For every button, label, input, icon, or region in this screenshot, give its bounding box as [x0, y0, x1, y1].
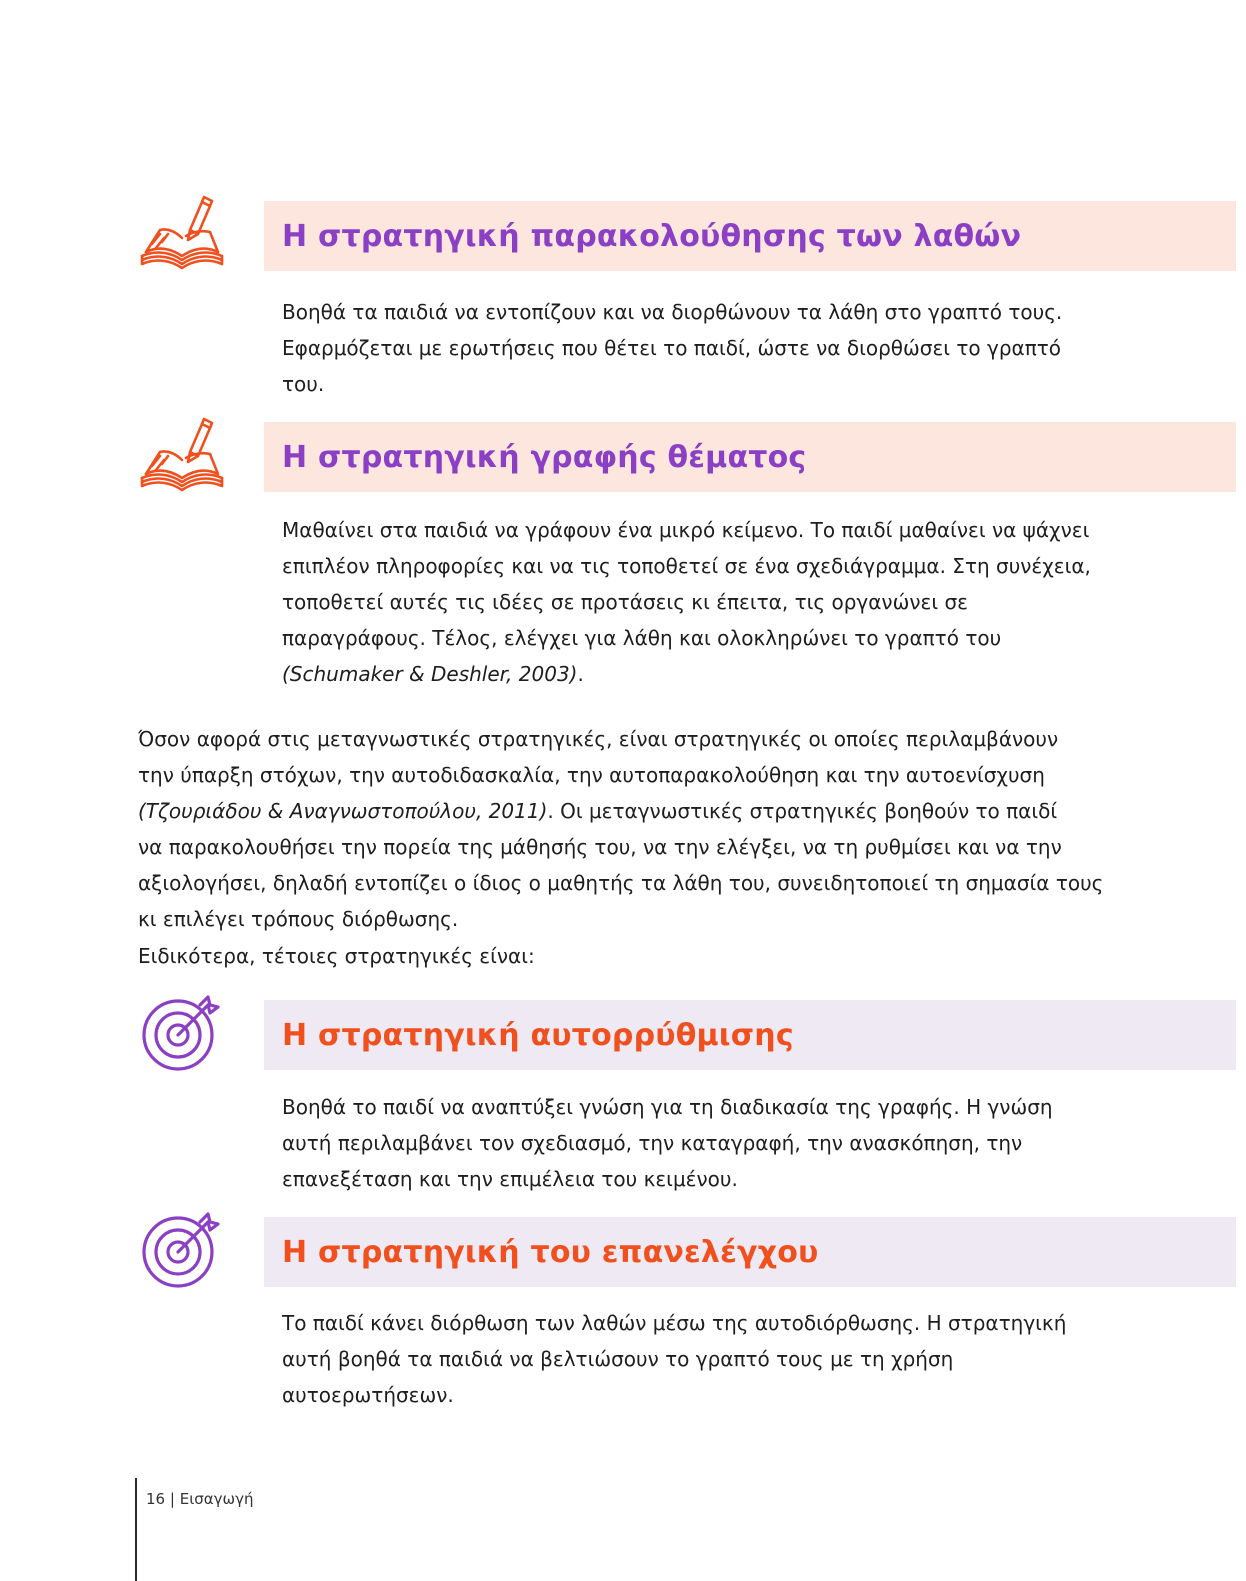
book-pencil-icon: [138, 194, 226, 276]
footer-rule: [135, 1478, 137, 1581]
section-heading-band: [264, 1000, 1236, 1070]
page-number: 16: [146, 1490, 166, 1508]
section-heading-band: [264, 422, 1236, 492]
section-text: Βοηθά τα παιδιά να εντοπίζουν και να διορθώνουν τα λάθη στο γραπτό τους. Εφαρμόζεται με ερωτήσεις που θέτει το παιδί, ώστε να διορθώσει το γραπτό του.: [282, 300, 1063, 396]
list-intro: Ειδικότερα, τέτοιες στρατηγικές είναι:: [138, 944, 535, 968]
section-text: Το παιδί κάνει διόρθωση των λαθών μέσω της αυτοδιόρθωσης. Η στρατηγική αυτή βοηθά τα παιδιά να βελτιώσουν το γραπτό τους με τη χρήση αυτοερωτήσεων.: [282, 1311, 1067, 1407]
section-text: Μαθαίνει στα παιδιά να γράφουν ένα μικρό κείμενο. Το παιδί μαθαίνει να ψάχνει επιπλέον πληροφορίες και να τις τοποθετεί σε ένα σχεδιάγραμμα. Στη συνέχεια, τοποθετεί αυτές τις ιδέες σε προτάσεις κι έπειτα, τις οργανώνει σε παραγράφους. Τέλος, ελέγχει για λάθη και ολοκληρώνει το γραπτό του (Schumaker & Deshler, 2003).: [282, 518, 1091, 686]
metacognitive-paragraph: Όσον αφορά στις μεταγνωστικές στρατηγικές, είναι στρατηγικές οι οποίες περιλαμβάνουν την ύπαρξη στόχων, την αυτοδιδασκαλία, την αυτοπαρακολούθηση και την αυτοενίσχυση (Τζουριάδου & Αναγνωστοπούλου, 2011). Οι μεταγνωστικές στρατηγικές βοηθούν το παιδί να παρακολουθήσει την πορεία της μάθησής του, να την ελέγξει, να τη ρυθμίσει και να την αξιολογήσει, δηλαδή εντοπίζει ο ίδιος ο μαθητής τα λάθη του, συνειδητοποιεί τη σημασία τους κι επιλέγει τρόπους διόρθωσης.: [138, 727, 1104, 931]
section-heading-band: [264, 1217, 1236, 1287]
section-heading: Η στρατηγική παρακολούθησης των λαθών: [282, 218, 1022, 254]
citation: (Τζουριάδου & Αναγνωστοπούλου, 2011): [138, 799, 548, 823]
section-text: Βοηθά το παιδί να αναπτύξει γνώση για τη διαδικασία της γραφής. Η γνώση αυτή περιλαμβάνει τον σχεδιασμό, την καταγραφή, την ανασκόπηση, την επανεξέταση και την επιμέλεια του κειμένου.: [282, 1095, 1053, 1191]
page-footer: 16 | Εισαγωγή: [146, 1490, 254, 1508]
section-heading: Η στρατηγική αυτορρύθμισης: [282, 1017, 794, 1053]
chapter-name: Εισαγωγή: [179, 1490, 254, 1508]
section-heading: Η στρατηγική του επανελέγχου: [282, 1234, 819, 1270]
book-pencil-icon: [138, 416, 226, 498]
citation: (Schumaker & Deshler, 2003): [282, 662, 578, 686]
target-arrow-icon: [138, 1210, 226, 1292]
target-arrow-icon: [138, 993, 226, 1075]
section-heading-band: [264, 201, 1236, 271]
section-heading: Η στρατηγική γραφής θέματος: [282, 439, 807, 475]
